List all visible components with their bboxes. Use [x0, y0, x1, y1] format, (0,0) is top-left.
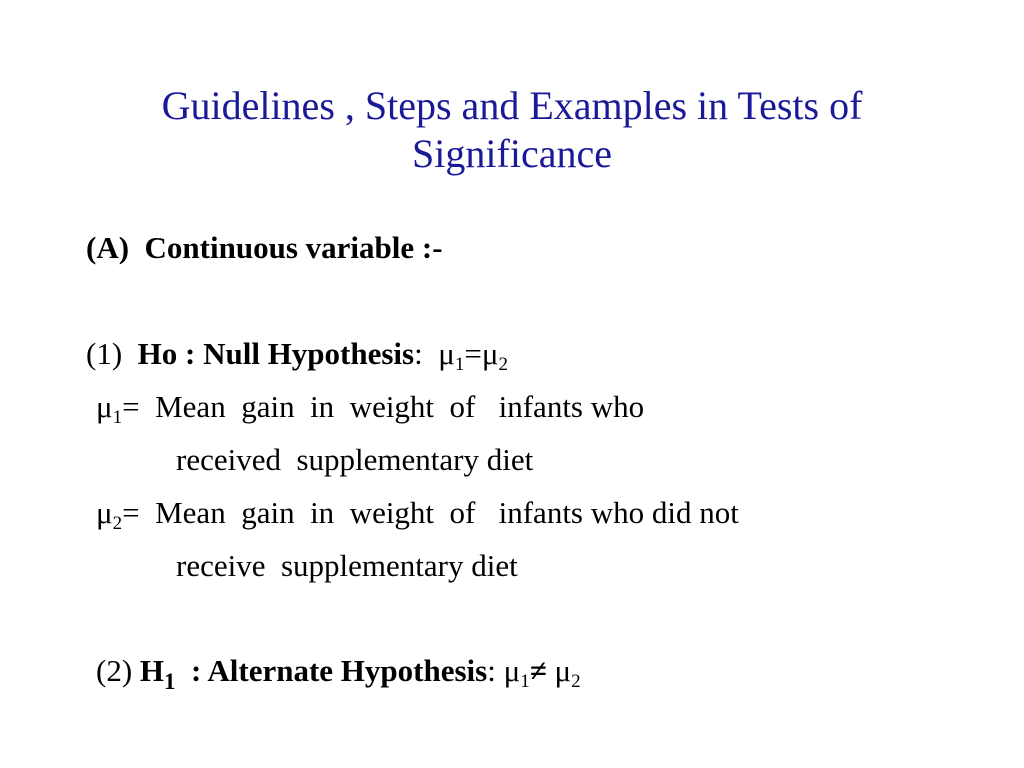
mu-symbol: μ — [96, 389, 113, 424]
mu-symbol: μ — [503, 653, 521, 688]
null-hypothesis-colon: : — [414, 336, 439, 371]
section-heading: (A) Continuous variable :- — [86, 230, 443, 265]
mu1-definition-text: = Mean gain in weight of infants who — [122, 389, 645, 424]
alternate-hypothesis-number: (2) — [96, 653, 140, 688]
mu-subscript-1: 1 — [520, 671, 530, 692]
null-hypothesis-label: Ho : Null Hypothesis — [137, 336, 415, 371]
slide-title — [60, 82, 964, 178]
mu-symbol: μ — [438, 336, 455, 371]
null-hypothesis-line — [86, 336, 508, 375]
mu-subscript-2: 2 — [571, 671, 581, 692]
mu2-definition — [96, 495, 739, 534]
alternate-hypothesis-label: : Alternate Hypothesis — [175, 653, 488, 688]
alternate-hypothesis-line — [96, 653, 581, 694]
not-equal-operator: ≠ — [529, 653, 555, 688]
mu-subscript-1: 1 — [112, 407, 123, 428]
mu-subscript-2: 2 — [112, 513, 123, 534]
null-hypothesis-number: (1) — [86, 336, 138, 371]
slide-title-line-2: Significance — [412, 131, 612, 176]
mu-subscript-2: 2 — [498, 354, 508, 375]
h-symbol: H — [139, 653, 165, 688]
mu1-definition — [96, 389, 645, 428]
slide-title-line-1: Guidelines , Steps and Examples in Tests of — [161, 83, 863, 128]
mu2-definition-text: = Mean gain in weight of infants who did not — [122, 495, 739, 530]
mu2-definition-continuation: receive supplementary diet — [176, 548, 518, 583]
mu-symbol: μ — [481, 336, 499, 371]
h-subscript-1: 1 — [164, 669, 176, 694]
mu1-definition-continuation: received supplementary diet — [176, 442, 534, 477]
mu-symbol: μ — [554, 653, 572, 688]
alternate-hypothesis-colon: : — [487, 653, 504, 688]
mu-subscript-1: 1 — [454, 354, 465, 375]
mu-symbol: μ — [96, 495, 113, 530]
equals-operator: = — [464, 336, 482, 371]
